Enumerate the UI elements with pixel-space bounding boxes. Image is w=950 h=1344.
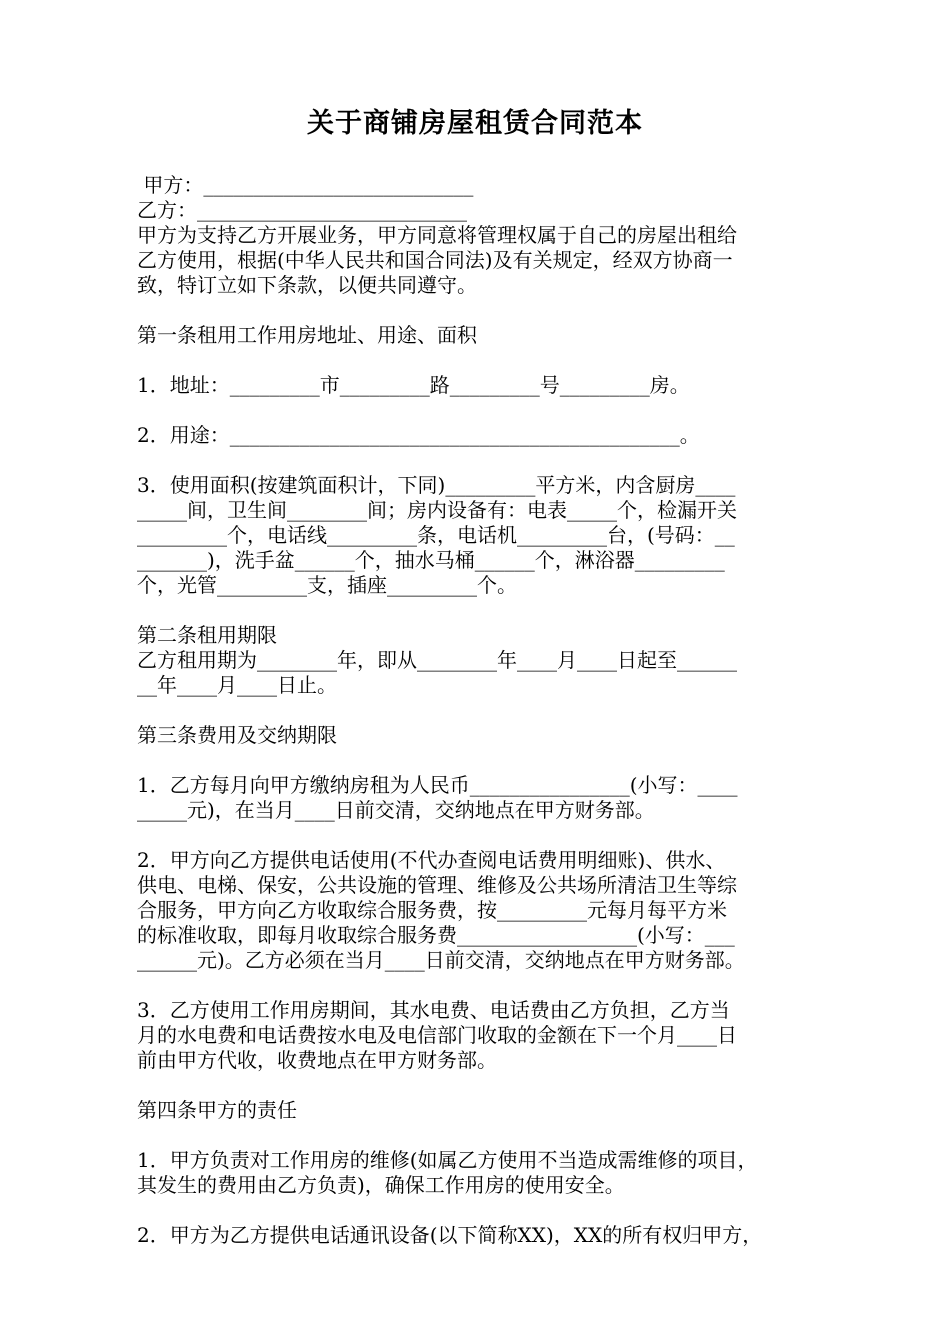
document-line: 供电、电梯、保安，公共设施的管理、维修及公共场所清洁卫生等综 [137,873,737,897]
blank-line [137,973,817,998]
document-line: 3．使用面积(按建筑面积计，下同)_________平方米，内含厨房____ [137,473,736,497]
blank-line [137,298,817,323]
document-line: 2．甲方为乙方提供电话通讯设备(以下简称XX)，XX的所有权归甲方， [137,1223,763,1247]
document-line: 3．乙方使用工作用房期间，其水电费、电话费由乙方负担，乙方当 [137,998,730,1022]
blank-line [137,823,817,848]
blank-line [137,748,817,773]
document-line: 个，光管_________支，插座_________个。 [137,573,517,597]
blank-line [137,1073,817,1098]
document-line: 甲方：___________________________ [137,173,474,197]
document-line: 乙方：___________________________ [137,198,467,222]
blank-line [137,1123,817,1148]
document-line: 1．地址：_________市_________路_________号_________房。 [137,373,690,397]
document-line: 2．甲方向乙方提供电话使用(不代办查阅电话费用明细账)、供水、 [137,848,726,872]
blank-line [137,1198,817,1223]
document-line: 第四条甲方的责任 [137,1098,297,1122]
document-line: __年____月____日止。 [137,673,337,697]
document-line: 2．用途：_____________________________________________。 [137,423,700,447]
document-line: 乙方使用，根据(中华人民共和国合同法)及有关规定，经双方协商一 [137,248,733,272]
blank-line [137,348,817,373]
document-line: ______元)。乙方必须在当月____日前交清，交纳地点在甲方财务部。 [137,948,745,972]
document-line: 前由甲方代收，收费地点在甲方财务部。 [137,1048,497,1072]
blank-line [137,598,817,623]
blank-line [137,448,817,473]
document-line: 的标准收取，即每月收取综合服务费__________________(小写：___ [137,923,735,947]
document-line: _______)，洗手盆______个，抽水马桶______个，淋浴器_________ [137,548,725,572]
document-line: 致，特订立如下条款，以便共同遵守。 [137,273,477,297]
document-title: 关于商铺房屋租赁合同范本 [307,108,643,139]
document-body [137,173,817,1248]
document-line: 第二条租用期限 [137,623,277,647]
document-line: 1．甲方负责对工作用房的维修(如属乙方使用不当造成需维修的项目， [137,1148,758,1172]
blank-line [137,698,817,723]
document-line: 合服务，甲方向乙方收取综合服务费，按_________元每月每平方米 [137,898,727,922]
blank-line [137,398,817,423]
document-line: _________个，电话线_________条，电话机_________台，(号码：__ [137,523,735,547]
document-line: 其发生的费用由乙方负责)，确保工作用房的使用安全。 [137,1173,625,1197]
document-line: 1．乙方每月向甲方缴纳房租为人民币________________(小写：____ [137,773,738,797]
document-line: _____间，卫生间________间；房内设备有：电表_____个，检漏开关 [137,498,737,522]
document-line: 第一条租用工作用房地址、用途、面积 [137,323,477,347]
document-line: 甲方为支持乙方开展业务，甲方同意将管理权属于自己的房屋出租给 [137,223,737,247]
document-line: 第三条费用及交纳期限 [137,723,337,747]
document-line: _____元)，在当月____日前交清，交纳地点在甲方财务部。 [137,798,655,822]
document-line: 乙方租用期为________年，即从________年____月____日起至______ [137,648,737,672]
document-line: 月的水电费和电话费按水电及电信部门收取的金额在下一个月____日 [137,1023,737,1047]
